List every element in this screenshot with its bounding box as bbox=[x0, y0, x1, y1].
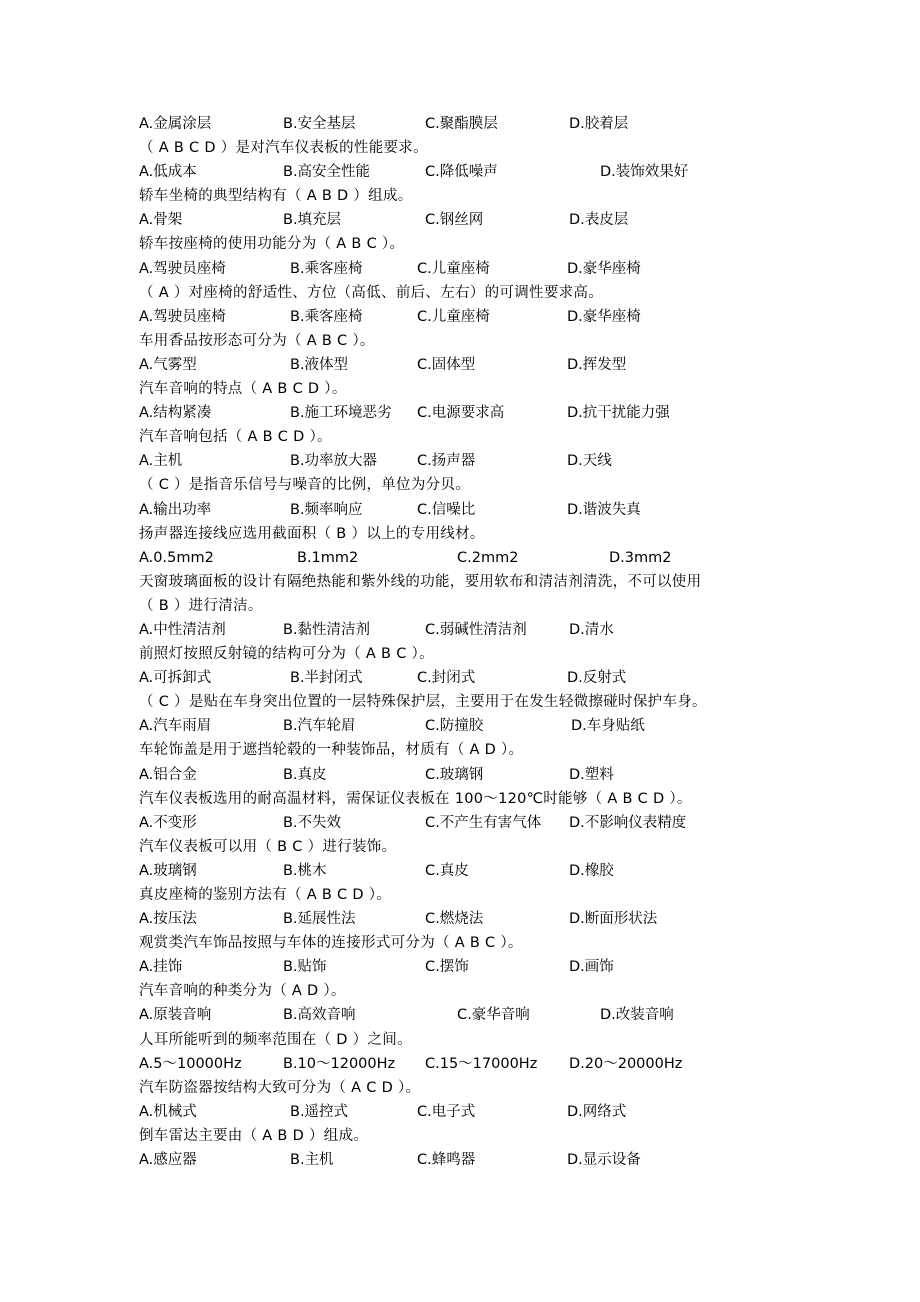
answer-option: C.燃烧法 bbox=[425, 911, 484, 928]
question-text bbox=[139, 1124, 799, 1148]
question-text bbox=[139, 377, 799, 401]
option-row bbox=[139, 1100, 799, 1124]
answer-option: D.断面形状法 bbox=[569, 911, 658, 928]
option-row bbox=[139, 401, 799, 425]
answer-option: B.桃木 bbox=[283, 862, 327, 879]
option-row bbox=[139, 618, 799, 642]
question-text bbox=[139, 473, 799, 497]
answer-option: C.扬声器 bbox=[417, 453, 476, 470]
answer-option: A.主机 bbox=[139, 453, 183, 470]
question-stem: 天窗玻璃面板的设计有隔绝热能和紫外线的功能，要用软布和清洁剂清洗，不可以使用 bbox=[139, 573, 702, 590]
answer-option: A.不变形 bbox=[139, 814, 197, 831]
answer-option: A.低成本 bbox=[139, 164, 197, 181]
answer-option: B.1mm2 bbox=[297, 549, 359, 566]
option-row bbox=[139, 1052, 799, 1076]
answer-option: B.乘客座椅 bbox=[290, 308, 363, 325]
answer-option: C.不产生有害气体 bbox=[425, 814, 542, 831]
question-stem: （ C ）是指音乐信号与噪音的比例，单位为分贝。 bbox=[139, 477, 471, 494]
answer-option: A.按压法 bbox=[139, 911, 197, 928]
answer-option: C.玻璃钢 bbox=[425, 766, 484, 783]
answer-option: D.反射式 bbox=[567, 670, 627, 687]
answer-option: D.挥发型 bbox=[567, 356, 627, 373]
answer-option: A.机械式 bbox=[139, 1103, 197, 1120]
answer-option: C.弱碱性清洁剂 bbox=[425, 621, 527, 638]
answer-option: A.挂饰 bbox=[139, 959, 183, 976]
answer-option: C.聚酯膜层 bbox=[425, 116, 498, 132]
answer-option: D.橡胶 bbox=[569, 862, 614, 879]
answer-option: B.安全基层 bbox=[283, 116, 356, 132]
answer-option: B.遥控式 bbox=[290, 1103, 349, 1120]
answer-option: D.显示设备 bbox=[567, 1152, 641, 1169]
answer-option: C.真皮 bbox=[425, 862, 469, 879]
answer-option: C.降低噪声 bbox=[425, 164, 498, 181]
option-row bbox=[139, 160, 799, 184]
answer-option: A.中性清洁剂 bbox=[139, 621, 226, 638]
answer-option: D.抗干扰能力强 bbox=[567, 405, 670, 422]
answer-option: D.天线 bbox=[567, 453, 612, 470]
answer-option: D.表皮层 bbox=[569, 212, 629, 229]
answer-option: A.0.5mm2 bbox=[139, 549, 214, 566]
answer-option: A.金属涂层 bbox=[139, 116, 212, 132]
answer-option: A.汽车雨眉 bbox=[139, 718, 212, 735]
answer-option: D.谐波失真 bbox=[567, 501, 641, 518]
answer-option: B.频率响应 bbox=[290, 501, 363, 518]
question-text bbox=[139, 329, 799, 353]
question-stem: 汽车音响的特点（ A B C D ）。 bbox=[139, 381, 347, 398]
answer-option: B.填充层 bbox=[283, 212, 342, 229]
option-row bbox=[139, 763, 799, 787]
option-row bbox=[139, 714, 799, 738]
question-stem: 轿车坐椅的典型结构有（ A B D ）组成。 bbox=[139, 188, 413, 205]
answer-option: C.蜂鸣器 bbox=[417, 1152, 476, 1169]
option-row bbox=[139, 1148, 799, 1172]
answer-option: D.画饰 bbox=[569, 959, 614, 976]
answer-option: B.高效音响 bbox=[283, 1007, 356, 1024]
answer-option: B.不失效 bbox=[283, 814, 342, 831]
answer-option: C.摆饰 bbox=[425, 959, 469, 976]
question-text bbox=[139, 642, 799, 666]
option-row bbox=[139, 112, 799, 136]
option-row bbox=[139, 546, 799, 570]
answer-option: C.钢丝网 bbox=[425, 212, 484, 229]
answer-option: C.儿童座椅 bbox=[417, 260, 490, 277]
answer-option: A.气雾型 bbox=[139, 356, 197, 373]
question-stem: 扬声器连接线应选用截面积（ B ）以上的专用线材。 bbox=[139, 525, 485, 542]
answer-option: D.豪华座椅 bbox=[567, 308, 641, 325]
answer-option: B.施工环境恶劣 bbox=[290, 405, 392, 422]
answer-option: A.驾驶员座椅 bbox=[139, 260, 226, 277]
answer-option: C.2mm2 bbox=[457, 549, 519, 566]
option-row bbox=[139, 811, 799, 835]
answer-option: B.10～12000Hz bbox=[283, 1055, 396, 1072]
option-row bbox=[139, 955, 799, 979]
question-stem: 倒车雷达主要由（ A B D ）组成。 bbox=[139, 1127, 369, 1144]
question-stem: （ B ）进行清洁。 bbox=[139, 597, 263, 614]
answer-option: B.黏性清洁剂 bbox=[283, 621, 371, 638]
answer-option: C.信噪比 bbox=[417, 501, 476, 518]
question-list bbox=[139, 112, 799, 1172]
question-text bbox=[139, 184, 799, 208]
answer-option: D.网络式 bbox=[567, 1103, 627, 1120]
answer-option: C.固体型 bbox=[417, 356, 476, 373]
answer-option: A.骨架 bbox=[139, 212, 183, 229]
question-stem: （ A ）对座椅的舒适性、方位（高低、前后、左右）的可调性要求高。 bbox=[139, 284, 604, 301]
option-row bbox=[139, 353, 799, 377]
answer-option: D.清水 bbox=[569, 621, 614, 638]
answer-option: B.高安全性能 bbox=[283, 164, 371, 181]
question-text bbox=[139, 425, 799, 449]
answer-option: C.防撞胶 bbox=[425, 718, 484, 735]
question-stem: 前照灯按照反射镜的结构可分为（ A B C ）。 bbox=[139, 646, 434, 663]
question-text bbox=[139, 787, 799, 811]
question-stem: 观赏类汽车饰品按照与车体的连接形式可分为（ A B C ）。 bbox=[139, 935, 523, 952]
option-row bbox=[139, 208, 799, 232]
question-stem: 汽车音响的种类分为（ A D ）。 bbox=[139, 983, 346, 1000]
question-text bbox=[139, 522, 799, 546]
answer-option: B.功率放大器 bbox=[290, 453, 378, 470]
question-stem: 汽车仪表板可以用（ B C ）进行装饰。 bbox=[139, 838, 397, 855]
answer-option: C.封闭式 bbox=[417, 670, 476, 687]
question-text bbox=[139, 594, 799, 618]
question-text bbox=[139, 690, 799, 714]
answer-option: D.塑料 bbox=[569, 766, 614, 783]
answer-option: D.豪华座椅 bbox=[567, 260, 641, 277]
question-text bbox=[139, 738, 799, 762]
answer-option: A.5～10000Hz bbox=[139, 1055, 242, 1072]
option-row bbox=[139, 1003, 799, 1027]
answer-option: A.感应器 bbox=[139, 1152, 197, 1169]
question-text bbox=[139, 883, 799, 907]
answer-option: D.车身贴纸 bbox=[571, 718, 645, 735]
answer-option: A.输出功率 bbox=[139, 501, 212, 518]
question-text bbox=[139, 281, 799, 305]
question-stem: 真皮座椅的鉴别方法有（ A B C D ）。 bbox=[139, 887, 392, 903]
answer-option: D.装饰效果好 bbox=[600, 164, 689, 181]
question-text bbox=[139, 1076, 799, 1100]
answer-option: D.20～20000Hz bbox=[569, 1055, 683, 1072]
answer-option: A.铝合金 bbox=[139, 766, 197, 783]
option-row bbox=[139, 449, 799, 473]
answer-option: B.贴饰 bbox=[283, 959, 327, 976]
question-stem: 汽车防盗器按结构大致可分为（ A C D ）。 bbox=[139, 1079, 421, 1096]
question-stem: （ A B C D ）是对汽车仪表板的性能要求。 bbox=[139, 140, 428, 157]
answer-option: C.儿童座椅 bbox=[417, 308, 490, 325]
question-text bbox=[139, 232, 799, 256]
option-row bbox=[139, 859, 799, 883]
answer-option: A.可拆卸式 bbox=[139, 670, 212, 687]
question-stem: 车用香品按形态可分为（ A B C ）。 bbox=[139, 332, 375, 349]
answer-option: B.乘客座椅 bbox=[290, 260, 363, 277]
answer-option: B.液体型 bbox=[290, 356, 349, 373]
question-text bbox=[139, 1028, 799, 1052]
answer-option: B.延展性法 bbox=[283, 911, 356, 928]
answer-option: A.玻璃钢 bbox=[139, 862, 197, 879]
question-stem: 车轮饰盖是用于遮挡轮毂的一种装饰品，材质有（ A D ）。 bbox=[139, 742, 524, 759]
answer-option: D.胶着层 bbox=[569, 116, 629, 132]
answer-option: D.改装音响 bbox=[600, 1007, 674, 1024]
question-text bbox=[139, 931, 799, 955]
answer-option: B.半封闭式 bbox=[290, 670, 363, 687]
question-stem: 轿车按座椅的使用功能分为（ A B C ）。 bbox=[139, 236, 405, 253]
question-text bbox=[139, 570, 799, 594]
question-stem: 人耳所能听到的频率范围在（ D ）之间。 bbox=[139, 1031, 412, 1048]
answer-option: A.结构紧凑 bbox=[139, 405, 212, 422]
question-text bbox=[139, 136, 799, 160]
question-text bbox=[139, 979, 799, 1003]
question-stem: （ C ）是贴在车身突出位置的一层特殊保护层，主要用于在发生轻微擦碰时保护车身。 bbox=[139, 694, 707, 711]
answer-option: D.3mm2 bbox=[609, 549, 672, 566]
option-row bbox=[139, 257, 799, 281]
question-stem: 汽车仪表板选用的耐高温材料，需保证仪表板在 100～120℃时能够（ A B C D ）。 bbox=[139, 790, 692, 807]
question-stem: 汽车音响包括（ A B C D ）。 bbox=[139, 429, 332, 446]
answer-option: B.真皮 bbox=[283, 766, 327, 783]
answer-option: B.主机 bbox=[290, 1152, 334, 1169]
answer-option: B.汽车轮眉 bbox=[283, 718, 356, 735]
question-text bbox=[139, 835, 799, 859]
option-row bbox=[139, 666, 799, 690]
answer-option: C.电子式 bbox=[417, 1103, 476, 1120]
option-row bbox=[139, 907, 799, 931]
option-row bbox=[139, 305, 799, 329]
answer-option: C.15～17000Hz bbox=[425, 1055, 538, 1072]
option-row bbox=[139, 498, 799, 522]
answer-option: A.驾驶员座椅 bbox=[139, 308, 226, 325]
answer-option: C.豪华音响 bbox=[457, 1007, 530, 1024]
answer-option: C.电源要求高 bbox=[417, 405, 505, 422]
answer-option: D.不影响仪表精度 bbox=[569, 814, 687, 831]
answer-option: A.原装音响 bbox=[139, 1007, 212, 1024]
